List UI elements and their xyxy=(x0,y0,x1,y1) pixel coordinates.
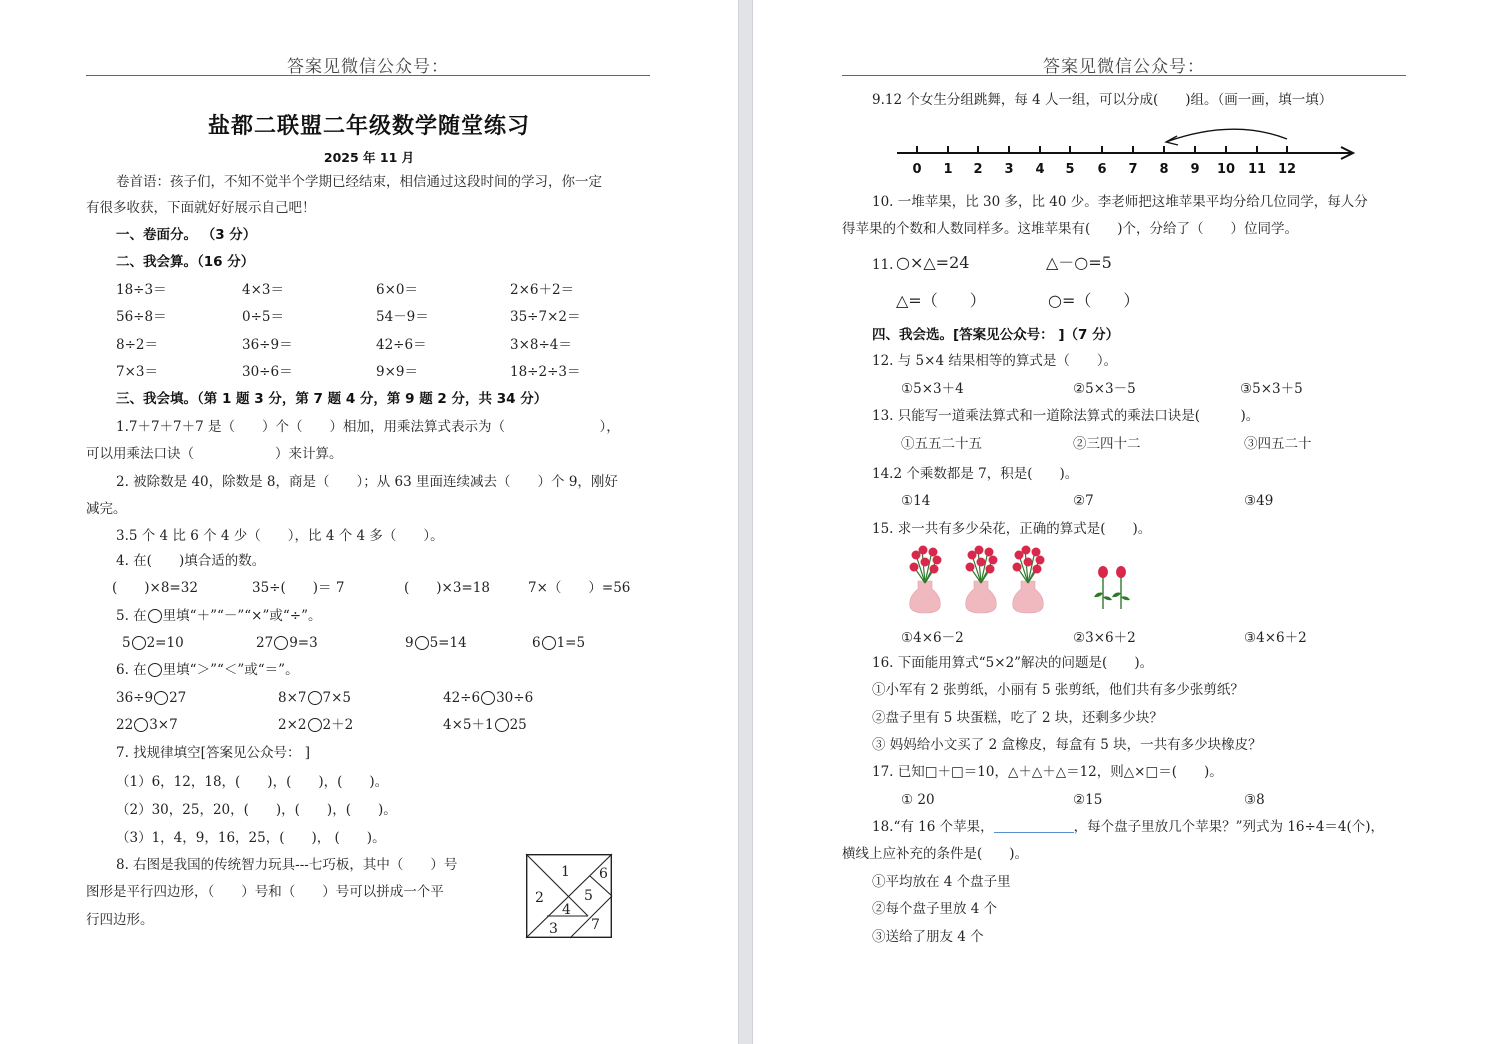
number-line xyxy=(893,122,1363,177)
calc-item: 56÷8＝ xyxy=(116,309,167,325)
q11-equation-2: △－○=5 xyxy=(1046,253,1112,272)
question-3: 3.5 个 4 比 6 个 4 少（ ），比 4 个 4 多（ ）。 xyxy=(116,528,444,544)
vase-of-roses xyxy=(1013,546,1045,614)
question-13: 13. 只能写一道乘法算式和一道除法算式的乘法口诀是( )。 xyxy=(872,408,1260,424)
page-header: 答案见微信公众号： xyxy=(287,57,449,77)
question-9: 9.12 个女生分组跳舞，每 4 人一组，可以分成( )组。（画一画，填一填） xyxy=(872,92,1333,108)
calc-item: 3×8÷4＝ xyxy=(510,337,572,353)
calc-item: 54－9＝ xyxy=(376,309,429,325)
q14-option: ②7 xyxy=(1073,493,1094,509)
q6-item: 22 3×7 xyxy=(116,717,178,733)
calc-item: 7×3＝ xyxy=(116,364,158,380)
q17-option: ① 20 xyxy=(901,792,935,808)
circle-blank-icon xyxy=(274,636,288,650)
section-heading-1: 一、卷面分。 （3 分） xyxy=(116,227,257,243)
q5-item: 27 9=3 xyxy=(256,635,318,651)
header-rule xyxy=(86,75,650,76)
q18-option: ①平均放在 4 个盘子里 xyxy=(872,874,1011,890)
q12-option: ②5×3－5 xyxy=(1073,381,1136,397)
svg-text:7: 7 xyxy=(1128,162,1138,177)
question-18: 18.“有 16 个苹果， ，每个盘子里放几个苹果？”列式为 16÷4＝4(个)， xyxy=(872,819,1385,835)
q7-item: （1）6，12，18，( )，( )，( )。 xyxy=(116,774,389,790)
tangram-figure xyxy=(526,854,612,938)
flowers-image xyxy=(908,545,1148,615)
document-title: 盐都二联盟二年级数学随堂练习 xyxy=(207,114,530,139)
tangram-label: 6 xyxy=(599,866,608,882)
svg-text:2: 2 xyxy=(973,162,983,177)
q18-option: ②每个盘子里放 4 个 xyxy=(872,901,998,917)
q7-item: （2）30，25，20，( )，( )，( )。 xyxy=(116,802,397,818)
q16-option: ③ 妈妈给小文买了 2 盒橡皮，每盒有 5 块，一共有多少块橡皮？ xyxy=(872,737,1262,753)
q4-item: 7×（ ）=56 xyxy=(528,580,631,596)
document-date: 2025 年 11 月 xyxy=(323,150,415,165)
page-1 xyxy=(0,0,738,1044)
question-16: 16. 下面能用算式“5×2”解决的问题是( )。 xyxy=(872,655,1154,671)
tangram-label: 1 xyxy=(561,864,570,880)
section-heading-4: 四、我会选。[答案见公众号： ]（7 分） xyxy=(872,327,1120,343)
question-1-cont: 可以用乘法口诀（ ）来计算。 xyxy=(86,446,343,462)
question-10-cont: 得苹果的个数和人数同样多。这堆苹果有( )个，分给了（ ）位同学。 xyxy=(842,221,1299,237)
q18-option: ③送给了朋友 4 个 xyxy=(872,929,984,945)
calc-item: 8÷2＝ xyxy=(116,337,158,353)
loose-rose xyxy=(1094,566,1112,609)
question-8-cont: 行四边形。 xyxy=(86,912,154,928)
header-rule xyxy=(842,75,1406,76)
svg-text:10: 10 xyxy=(1216,162,1236,177)
section-heading-3: 三、我会填。（第 1 题 3 分，第 7 题 4 分，第 9 题 2 分，共 34 分） xyxy=(116,391,548,407)
calc-item: 30÷6＝ xyxy=(242,364,293,380)
q6-item: 8×7 7×5 xyxy=(278,690,351,706)
circle-icon xyxy=(148,609,162,623)
question-6: 6. 在 里填“＞”“＜”或“＝”。 xyxy=(116,662,299,678)
intro-text-cont: 有很多收获，下面就好好展示自己吧！ xyxy=(86,200,316,216)
question-1: 1.7＋7＋7＋7 是（ ）个（ ）相加，用乘法算式表示为（ ）， xyxy=(116,419,620,435)
circle-blank-icon xyxy=(134,718,148,732)
question-4: 4. 在( )填合适的数。 xyxy=(116,553,266,569)
q6-item: 4×5＋1 25 xyxy=(443,717,527,733)
question-10: 10. 一堆苹果，比 30 多，比 40 少。李老师把这堆苹果平均分给几位同学，每人分 xyxy=(872,194,1368,210)
tangram-label: 7 xyxy=(591,917,600,933)
q5-item: 9 5=14 xyxy=(405,635,467,651)
calc-item: 18÷2÷3＝ xyxy=(510,364,581,380)
question-17: 17. 已知□＋□＝10，△＋△＋△＝12，则△×□＝( )。 xyxy=(872,764,1223,780)
q15-option: ③4×6＋2 xyxy=(1244,630,1307,646)
circle-blank-icon xyxy=(132,636,146,650)
intro-text: 卷首语：孩子们，不知不觉半个学期已经结束，相信通过这段时间的学习，你一定 xyxy=(116,174,602,190)
q14-option: ③49 xyxy=(1244,493,1274,509)
page-header: 答案见微信公众号： xyxy=(1043,57,1205,77)
question-12: 12. 与 5×4 结果相等的算式是（ ）。 xyxy=(872,353,1118,369)
tangram-label: 3 xyxy=(549,921,558,937)
question-8: 8. 右图是我国的传统智力玩具---七巧板，其中（ ）号 xyxy=(116,857,458,873)
svg-text:0: 0 xyxy=(912,162,922,177)
vase-of-roses xyxy=(910,546,942,614)
q4-item: ( )×8=32 xyxy=(112,580,198,596)
q13-option: ③四五二十 xyxy=(1244,436,1312,452)
page-2 xyxy=(753,0,1492,1044)
q13-option: ①五五二十五 xyxy=(901,436,982,452)
calc-item: 4×3＝ xyxy=(242,282,284,298)
tangram-label: 4 xyxy=(562,902,571,918)
circle-blank-icon xyxy=(415,636,429,650)
q4-item: ( )×3=18 xyxy=(404,580,490,596)
svg-text:12: 12 xyxy=(1277,162,1297,177)
circle-blank-icon xyxy=(481,691,495,705)
calc-item: 6×0＝ xyxy=(376,282,418,298)
svg-text:11: 11 xyxy=(1247,162,1267,177)
question-8-cont: 图形是平行四边形，（ ）号和（ ）号可以拼成一个平 xyxy=(86,884,444,900)
calc-item: 36÷9＝ xyxy=(242,337,293,353)
question-2-cont: 减完。 xyxy=(86,501,127,517)
tangram-label: 2 xyxy=(535,890,544,906)
question-15: 15. 求一共有多少朵花，正确的算式是( )。 xyxy=(872,521,1152,537)
q14-option: ①14 xyxy=(901,493,931,509)
circle-blank-icon xyxy=(154,691,168,705)
calc-item: 0÷5＝ xyxy=(242,309,284,325)
q17-option: ②15 xyxy=(1073,792,1103,808)
page-gutter xyxy=(738,0,753,1044)
vase-of-roses xyxy=(966,546,998,614)
q12-option: ①5×3＋4 xyxy=(901,381,964,397)
circle-blank-icon xyxy=(308,691,322,705)
q11-answer-circle: ○=（ ） xyxy=(1048,291,1140,310)
question-5: 5. 在 里填“＋”“－”“×”或“÷”。 xyxy=(116,608,322,624)
q16-option: ②盘子里有 5 块蛋糕，吃了 2 块，还剩多少块？ xyxy=(872,710,1163,726)
tangram-label: 5 xyxy=(584,888,593,904)
q11-equation-1: ○×△=24 xyxy=(896,253,970,272)
circle-blank-icon xyxy=(542,636,556,650)
question-18-cont: 横线上应补充的条件是( )。 xyxy=(842,846,1029,862)
circle-icon xyxy=(148,663,162,677)
q11-answer-triangle: △=（ ） xyxy=(896,291,986,310)
loose-rose xyxy=(1112,566,1130,609)
circle-blank-icon xyxy=(495,718,509,732)
svg-text:1: 1 xyxy=(943,162,953,177)
q7-item: （3）1，4，9，16，25，( )， ( )。 xyxy=(116,830,386,846)
svg-text:6: 6 xyxy=(1097,162,1107,177)
question-11-number: 11. xyxy=(872,257,894,273)
q4-item: 35÷( )＝ 7 xyxy=(252,580,345,596)
calc-item: 35÷7×2＝ xyxy=(510,309,581,325)
svg-text:3: 3 xyxy=(1004,162,1014,177)
calc-item: 42÷6＝ xyxy=(376,337,427,353)
svg-text:8: 8 xyxy=(1159,162,1169,177)
q6-item: 36÷9 27 xyxy=(116,690,187,706)
q6-item: 42÷6 30÷6 xyxy=(443,690,534,706)
calc-item: 2×6＋2＝ xyxy=(510,282,575,298)
svg-text:5: 5 xyxy=(1065,162,1075,177)
q5-item: 6 1=5 xyxy=(532,635,586,651)
section-heading-2: 二、我会算。（16 分） xyxy=(116,254,255,270)
q16-option: ①小军有 2 张剪纸，小丽有 5 张剪纸，他们共有多少张剪纸？ xyxy=(872,682,1244,698)
q6-item: 2×2 2＋2 xyxy=(278,717,354,733)
svg-text:9: 9 xyxy=(1190,162,1200,177)
question-14: 14.2 个乘数都是 7，积是( )。 xyxy=(872,466,1079,482)
q5-item: 5 2=10 xyxy=(122,635,184,651)
q15-option: ①4×6－2 xyxy=(901,630,964,646)
q15-option: ②3×6＋2 xyxy=(1073,630,1136,646)
calc-item: 9×9＝ xyxy=(376,364,418,380)
svg-text:4: 4 xyxy=(1035,162,1045,177)
question-7: 7. 找规律填空[答案见公众号： ] xyxy=(116,745,310,761)
question-2: 2. 被除数是 40，除数是 8，商是（ ）；从 63 里面连续减去（ ）个 9，刚好 xyxy=(116,474,618,490)
fill-in-blank-line xyxy=(994,818,1074,833)
jump-arc xyxy=(1166,129,1287,142)
q17-option: ③8 xyxy=(1244,792,1265,808)
q13-option: ②三四十二 xyxy=(1073,436,1141,452)
q12-option: ③5×3＋5 xyxy=(1240,381,1303,397)
circle-blank-icon xyxy=(308,718,322,732)
calc-item: 18÷3＝ xyxy=(116,282,167,298)
